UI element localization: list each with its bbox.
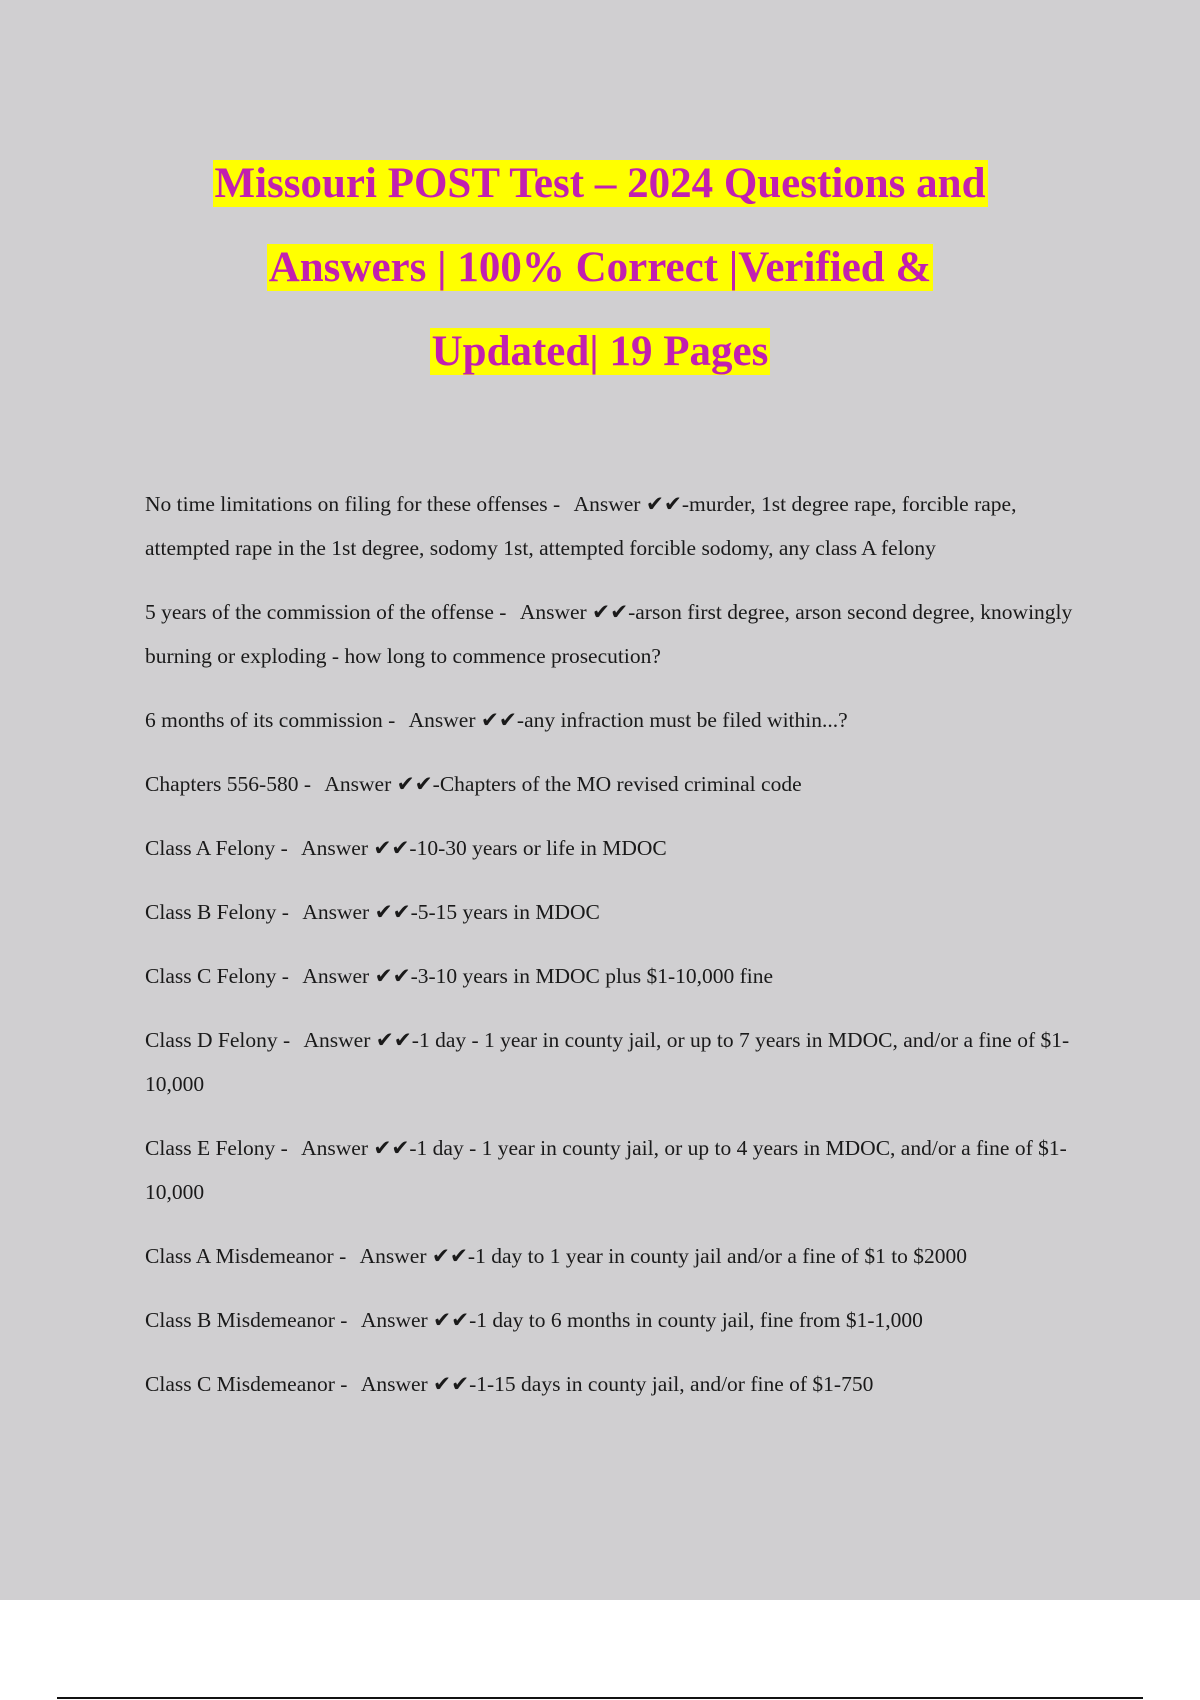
title-line: Missouri POST Test – 2024 Questions and <box>214 160 986 207</box>
answer-marker: Answer ✔✔- <box>324 772 440 796</box>
qa-item <box>145 1126 1080 1214</box>
qa-item <box>145 890 1080 934</box>
qa-item <box>145 826 1080 870</box>
qa-item <box>145 1234 1080 1278</box>
question-text: No time limitations on filing for these offenses - <box>145 492 566 516</box>
qa-item <box>145 590 1080 678</box>
question-text: Class C Felony - <box>145 964 295 988</box>
answer-text: 1 day to 6 months in county jail, fine from $1-1,000 <box>476 1308 923 1332</box>
footer-divider <box>57 1697 1143 1699</box>
title-line: Answers | 100% Correct |Verified & <box>268 244 932 291</box>
question-text: Class A Felony - <box>145 836 294 860</box>
answer-text: 3-10 years in MDOC plus $1-10,000 fine <box>417 964 774 988</box>
answer-text: 1 day to 1 year in county jail and/or a fine of $1 to $2000 <box>475 1244 968 1268</box>
document-title <box>100 142 1100 394</box>
title-line: Updated| 19 Pages <box>431 328 769 375</box>
answer-text: 1 day - 1 year in county jail, or up to 4 years in MDOC, and/or a fine of $1-10,000 <box>145 1136 1067 1204</box>
question-text: Class B Misdemeanor - <box>145 1308 353 1332</box>
question-text: 6 months of its commission - <box>145 708 401 732</box>
answer-text: Chapters of the MO revised criminal code <box>439 772 802 796</box>
question-text: Class E Felony - <box>145 1136 294 1160</box>
answer-marker: Answer ✔✔- <box>301 836 417 860</box>
question-text: Class B Felony - <box>145 900 295 924</box>
qa-item <box>145 698 1080 742</box>
answer-marker: Answer ✔✔- <box>360 1372 477 1396</box>
answer-text: 1-15 days in county jail, and/or fine of $1-750 <box>476 1372 874 1396</box>
answer-marker: Answer ✔✔- <box>302 900 418 924</box>
answer-text: 5-15 years in MDOC <box>417 900 600 924</box>
question-text: Class C Misdemeanor - <box>145 1372 353 1396</box>
qa-item <box>145 954 1080 998</box>
qa-item <box>145 1362 1080 1406</box>
question-text: 5 years of the commission of the offense - <box>145 600 512 624</box>
answer-marker: Answer ✔✔- <box>303 1028 419 1052</box>
qa-list <box>145 482 1080 1426</box>
question-text: Chapters 556-580 - <box>145 772 317 796</box>
answer-text: arson first degree, arson second degree, knowingly burning or exploding - how long to commence prosecution? <box>145 600 1073 668</box>
question-text: Class D Felony - <box>145 1028 296 1052</box>
answer-text: murder, 1st degree rape, forcible rape, attempted rape in the 1st degree, sodomy 1st, attempted forcible sodomy, any class A felony <box>145 492 1017 560</box>
qa-item <box>145 1018 1080 1106</box>
qa-item <box>145 482 1080 570</box>
answer-text: 1 day - 1 year in county jail, or up to 7 years in MDOC, and/or a fine of $1-10,000 <box>145 1028 1070 1096</box>
answer-marker: Answer ✔✔- <box>408 708 525 732</box>
answer-marker: Answer ✔✔- <box>360 1308 477 1332</box>
answer-text: 10-30 years or life in MDOC <box>416 836 667 860</box>
answer-marker: Answer ✔✔- <box>519 600 636 624</box>
qa-item <box>145 762 1080 806</box>
qa-item <box>145 1298 1080 1342</box>
answer-marker: Answer ✔✔- <box>573 492 690 516</box>
answer-marker: Answer ✔✔- <box>302 964 418 988</box>
answer-marker: Answer ✔✔- <box>359 1244 476 1268</box>
answer-text: any infraction must be filed within...? <box>524 708 848 732</box>
answer-marker: Answer ✔✔- <box>301 1136 417 1160</box>
question-text: Class A Misdemeanor - <box>145 1244 352 1268</box>
